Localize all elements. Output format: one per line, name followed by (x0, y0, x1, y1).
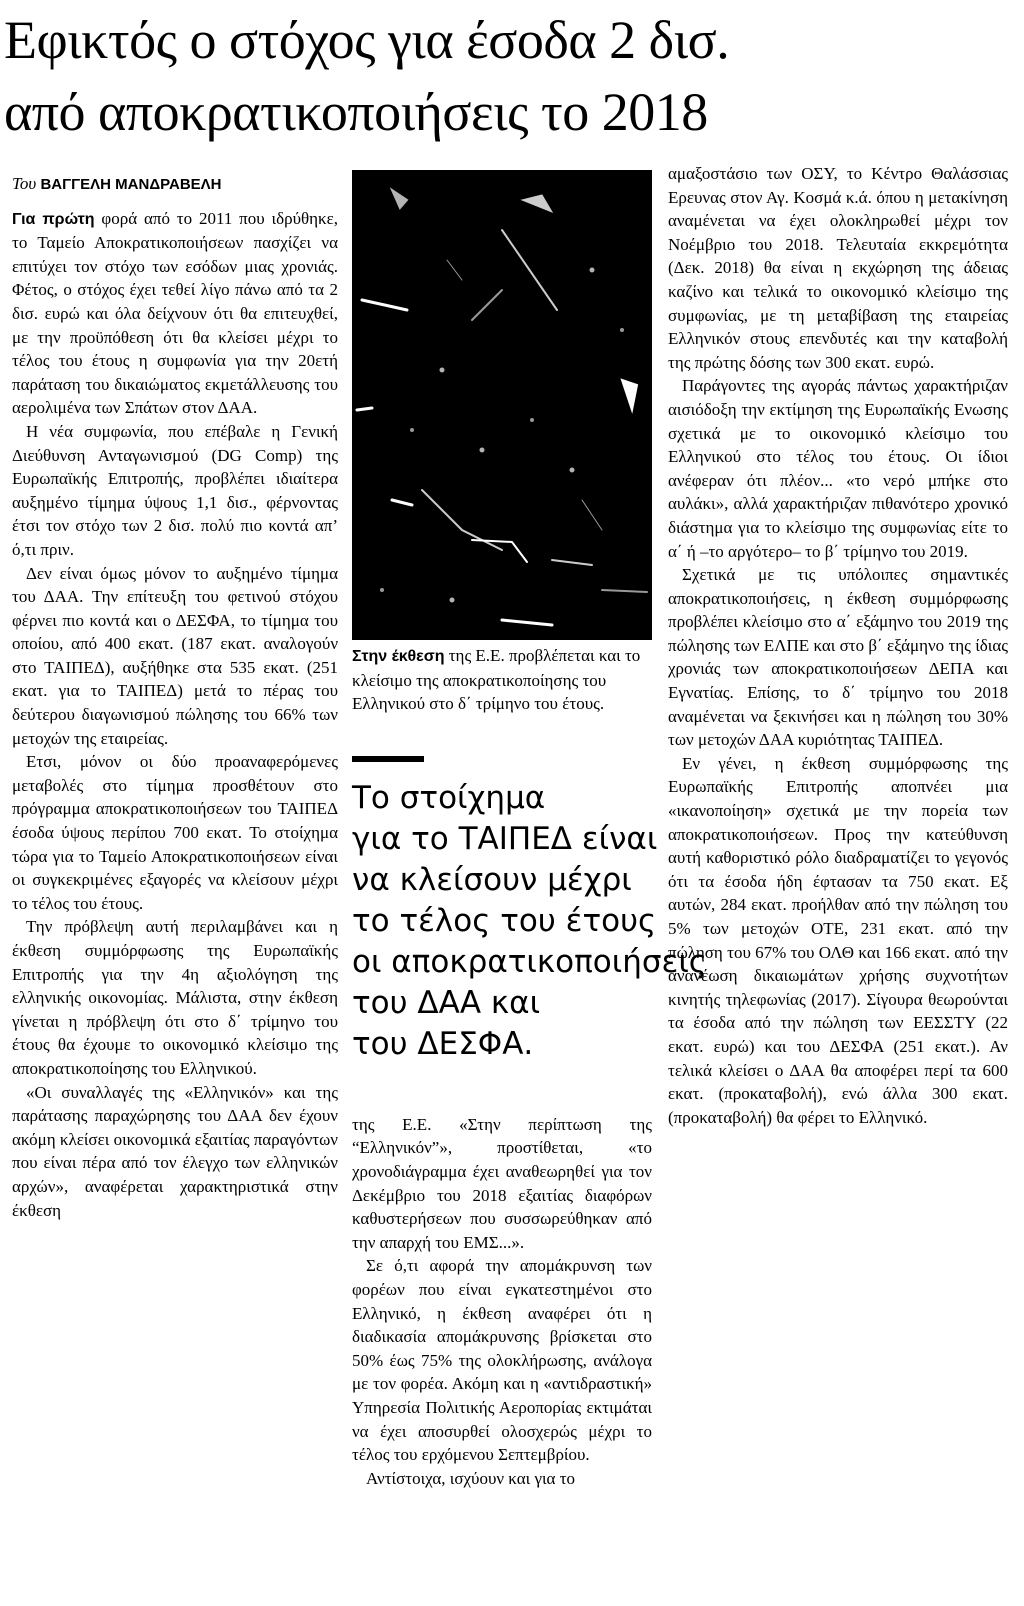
body-paragraph: Σε ό,τι αφορά την απομάκρυνση των φορέων που είναι εγκατεστημένοι στο Ελληνικό, η έκθεση αναφέρει ότι η διαδικασία απομάκρυνσης βρίσκεται στο 50% έως 75% της ολοκλήρωσης, ανάλογα με τον φορέα. Ακόμη και η «αντιδραστική» Υπηρεσία Πολιτικής Αεροπορίας εκτιμάται να έχει αποσυρθεί ολοσχερώς μέχρι το τέλος του ερχόμενου Σεπτεμβρίου. (352, 1256, 652, 1465)
pullquote-line: οι αποκρατικοποιήσεις (352, 943, 708, 980)
lead-paragraph (12, 207, 338, 420)
caption-bold: Στην έκθεση (352, 648, 445, 665)
airport-photo (352, 170, 652, 640)
byline-author: ΒΑΓΓΕΛΗ ΜΑΝΔΡΑΒΕΛΗ (40, 176, 222, 193)
body-paragraph: «Οι συναλλαγές της «Ελληνικόν» και της παράτασης παραχώρησης του ΔΑΑ δεν έχουν ακόμη κλείσει οικονομικά εξαιτίας παραγόντων που είναι πέρα από τον έλεγχο των ελληνικών αρχών», αναφέρεται χαρακτηριστικά στην έκθεση (12, 1082, 338, 1220)
body-paragraph: Εν γένει, η έκθεση συμμόρφωσης της Ευρωπαϊκής Επιτροπής αποπνέει μια «ικανοποίηση» σχετικά με την πορεία των αποκρατικοποιήσεων. Προς την κατεύθυνση αυτή καθοριστικό ρόλο διαδραματίζει το γεγονός ότι τα έσοδα ήδη έφτασαν τα 750 εκατ. Εξ αυτών, 284 εκατ. προήλθαν από την πώληση του 5% των μετοχών ΟΤΕ, 231 εκατ. από την πώληση του 67% του ΟΛΘ και 166 εκατ. από την ανανέωση δικαιωμάτων χρήσης συχνοτήτων κινητής τηλεφωνίας (2017). Σίγουρα θεωρούνται τα έσοδα από την πώληση των ΕΕΣΣΤΥ (22 εκατ. ευρώ) και του ΔΕΣΦΑ (251 εκατ.). Αν τελικά κλείσει ο ΔΑΑ θα αποφέρει περί τα 600 εκατ. (προκαταβολή), ενώ άλλα 300 εκατ. (προκαταβολή) θα φέρει το Ελληνικό. (668, 753, 1008, 1127)
headline-line-1: Εφικτός ο στόχος για έσοδα 2 δισ. (4, 10, 730, 70)
pullquote-line: του ΔΑΑ και (352, 984, 541, 1021)
article-headline (4, 4, 1020, 148)
body-paragraph: Ετσι, μόνον οι δύο προαναφερόμενες μεταβολές στο τίμημα προσθέτουν στο πρόγραμμα αποκρατικοποιήσεων του ΤΑΙΠΕΔ έσοδα ύψους περίπου 700 εκατ. Το στοίχημα τώρα για το Ταμείο Αποκρατικοποιήσεων είναι οι συγκεκριμένες εξαγορές να κλείσουν μέχρι το τέλος του έτους. (12, 752, 338, 913)
byline-prefix: Του (12, 174, 41, 193)
body-paragraph: Σχετικά με τις υπόλοιπες σημαντικές αποκρατικοποιήσεις, η έκθεση συμμόρφωσης προβλέπει κλείσιμο στο α΄ εξάμηνο του 2019 της πώλησης των ΕΛΠΕ και στο β΄ εξάμηνο της ίδιας χρονιάς των αποκρατικοποιήσεων ΔΕΠΑ και Εγνατίας. Επίσης, το δ΄ τρίμηνο του 2018 αναμένεται να ξεκινήσει και η πώληση του 30% των μετοχών ΔΑΑ κυριότητας ΤΑΙΠΕΔ. (668, 565, 1008, 750)
body-paragraph: Παράγοντες της αγοράς πάντως χαρακτήριζαν αισιόδοξη την εκτίμηση της Ευρωπαϊκής Ενωσης σχετικά με το οικονομικό κλείσιμο του Ελληνικού στο τέλος του έτους. Οι ίδιοι ανέφεραν ότι πλέον... «το νερό μπήκε στο αυλάκι», αλλά χαρακτήριζαν πιθανότερο χρονικό διάστημα για το κλείσιμο της συμφωνίας είτε το α΄ ή –το αργότερο– το β΄ τρίμηνο του 2019. (668, 376, 1008, 561)
lead-text: φορά από το 2011 που ιδρύθηκε, το Ταμείο Αποκρατικοποιήσεων πασχίζει να επιτύχει τον στόχο των εσόδων μιας χρονιάς. Φέτος, ο στόχος έχει τεθεί λίγο πάνω από τα 2 δισ. ευρώ και όλα δείχνουν ότι θα επιτευχθεί, με την προϋπόθεση ότι θα κλείσει μέχρι το τέλος του έτους η συμφωνία για την 20ετή παράταση του δικαιώματος εκμετάλλευσης του αερολιμένα των Σπάτων στον ΔΑΑ. (12, 208, 338, 418)
caption-text: της Ε.Ε. προβλέπεται και το κλείσιμο της αποκρατικοποίησης του Ελληνικού στο δ΄ τρίμηνο του έτους. (352, 646, 641, 714)
lead-bold: Για πρώτη (12, 210, 95, 228)
body-paragraph: Δεν είναι όμως μόνον το αυξημένο τίμημα του ΔΑΑ. Την επίτευξη του φετινού στόχου φέρνει πιο κοντά και ο ΔΕΣΦΑ, το τίμημα του οποίου, από 400 εκατ. (187 εκατ. αναλογούν στο ΤΑΙΠΕΔ), αυξήθηκε στα 535 εκατ. (251 εκατ. για το ΤΑΙΠΕΔ) μετά το πέρας του δεύτερου διαγωνισμού πώλησης του 66% των μετοχών της εταιρείας. (12, 563, 338, 748)
body-paragraph: Την πρόβλεψη αυτή περιλαμβάνει και η έκθεση συμμόρφωσης της Ευρωπαϊκής Επιτροπής για την 4η αξιολόγηση της ελληνικής οικονομίας. Μάλιστα, στην έκθεση γίνεται η πρόβλεψη ότι στο δ΄ τρίμηνο του έτους θα έχουμε το οικονομικό κλείσιμο της αποκρατικοποίησης του Ελληνικού. (12, 917, 338, 1078)
pullquote-line: Το στοίχημα (352, 779, 546, 816)
pullquote-line: να κλείσουν μέχρι (352, 861, 632, 898)
body-paragraph: αμαξοστάσιο των ΟΣΥ, το Κέντρο Θαλάσσιας Ερευνας στον Αγ. Κοσμά κ.ά. όπου η μετακίνηση αναμένεται να έχει ολοκληρωθεί μέχρι τον Νοέμβριο του 2018. Τελευταία εκκρεμότητα (Δεκ. 2018) θα είναι η εκχώρηση της άδειας καζίνο και τελικά το οικονομικό κλείσιμο της συμφωνίας, με τη μεταβίβαση της εταιρείας Ελληνικόν στους επενδυτές και την καταβολή της πρώτης δόσης των 300 εκατ. ευρώ. (668, 164, 1008, 372)
column-3 (668, 162, 1008, 1129)
byline (12, 172, 338, 197)
photo-caption (352, 644, 652, 716)
photo-image (352, 170, 652, 640)
body-paragraph: Αντίστοιχα, ισχύουν και για το (366, 1468, 576, 1488)
pullquote-rule (352, 756, 424, 762)
pullquote-line: του ΔΕΣΦΑ. (352, 1025, 534, 1062)
headline-line-2: από αποκρατικοποιήσεις το 2018 (4, 82, 708, 142)
body-paragraph: της Ε.Ε. «Στην περίπτωση της “Ελληνικόν”», προστίθεται, «το χρονοδιάγραμμα έχει αναθεωρηθεί για τον Δεκέμβριο του 2018 εξαιτίας διαφόρων καθυστερήσεων που συσσωρεύθηκαν από την απαρχή του ΕΜΣ...». (352, 1114, 652, 1252)
pullquote-line: το τέλος του έτους (352, 902, 657, 939)
body-paragraph: Η νέα συμφωνία, που επέβαλε η Γενική Διεύθυνση Ανταγωνισμού (DG Comp) της Ευρωπαϊκής Επιτροπής, προβλέπει ιδιαίτερα αυξημένο τίμημα ύψους 1,1 δισ., φέρνοντας έτσι τον στόχο των 2 δισ. πολύ πιο κοντά απ’ ό,τι πριν. (12, 421, 338, 559)
pullquote-line: για το ΤΑΙΠΕΔ είναι (352, 820, 658, 857)
pullquote (352, 778, 708, 1065)
column-2 (352, 170, 708, 1490)
column-1 (12, 172, 338, 1222)
